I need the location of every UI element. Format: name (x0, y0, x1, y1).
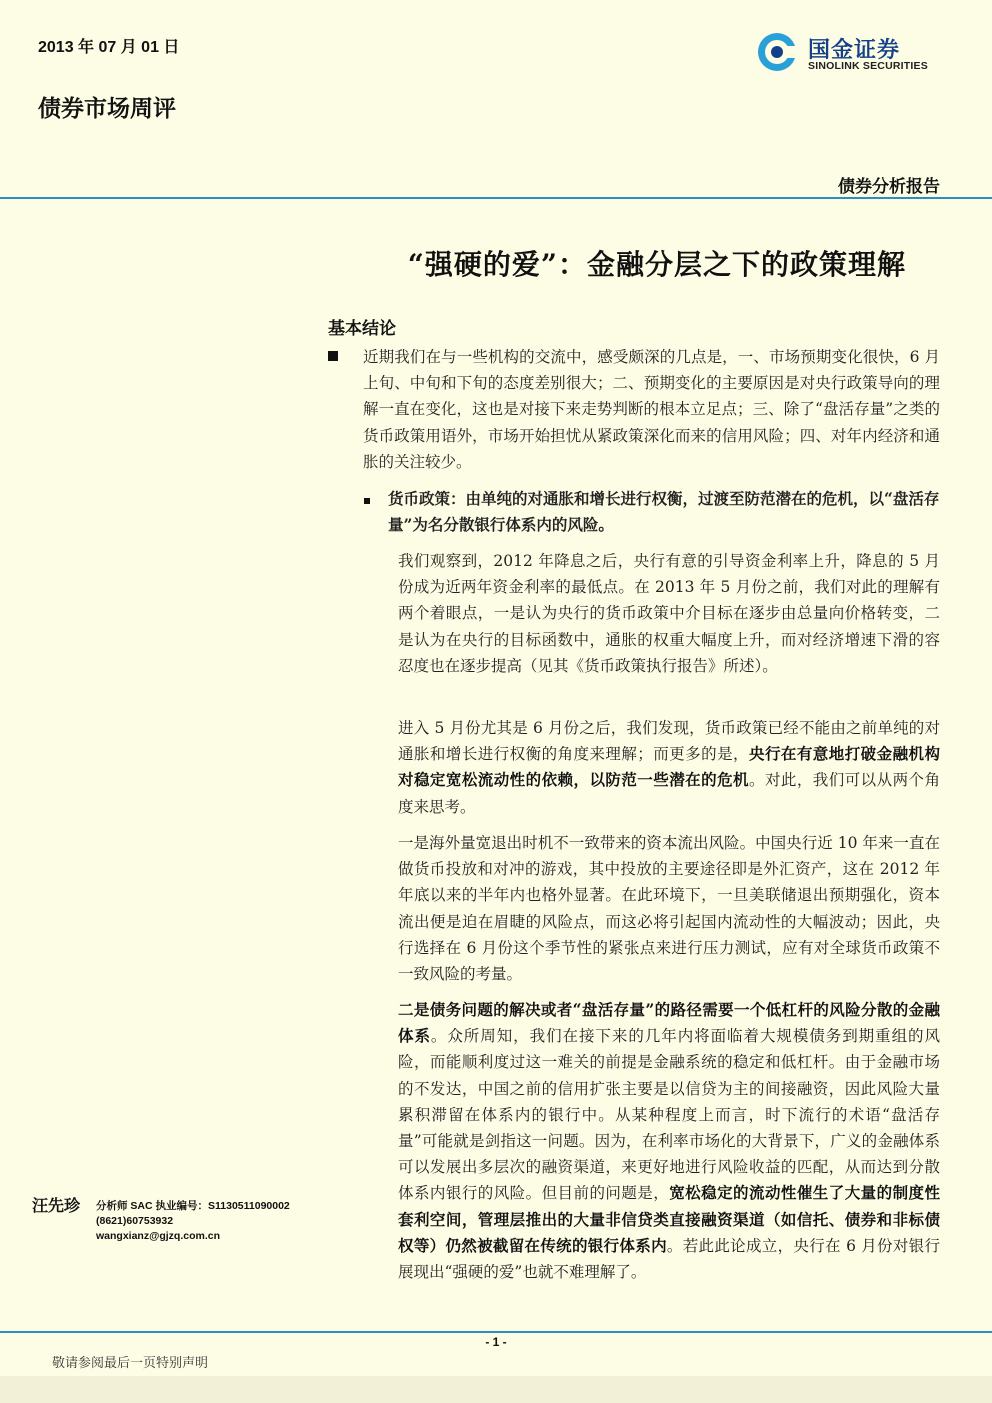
paragraph-4-text-a: 。众所周知，我们在接下来的几年内将面临着大规模债务到期重组的风险，而能顺利度过这一难关的前提是金融系统的稳定和低杠杆。由于金融市场的不发达，中国之前的信用扩张主要是以信贷为主的间接融资，因此风险大量累积滞留在体系内的银行中。从某种程度上而言，时下流行的术语“盘活存量”可能就是剑指这一问题。因为，在利率市场化的大背景下，广义的金融体系可以发展出多层次的融资渠道，来更好地进行风险收益的匹配，从而达到分散体系内银行的风险。但目前的问题是， (398, 1027, 940, 1203)
report-title: “强硬的爱”：金融分层之下的政策理解 (407, 248, 906, 281)
sub-heading-monetary-policy: 货币政策：由单纯的对通胀和增长进行权衡，过渡至防范潜在的危机，以“盘活存量”为名分散银行体系内的风险。 (388, 489, 940, 535)
paragraph-4-bold-mid: 宽松稳定的流动性催生了大量的制度性套利空间，管理层推出的大量非信贷类直接融资渠道（如信托、债券和非标债权等）仍然被截留在传统的银行体系内 (398, 1183, 940, 1255)
main-conclusion-paragraph: 近期我们在与一些机构的交流中，感受颇深的几点是，一、市场预期变化很快，6 月上旬、中旬和下旬的态度差别很大；二、预期变化的主要原因是对央行政策导向的理解一直在变化，这也是对接下来走势判断的根本立足点；三、除了“盘活存量”之类的货币政策用语外，市场开始担忧从紧政策深化而来的信用风险；四、对年内经济和通胀的关注较少。 (363, 348, 940, 471)
analyst-email[interactable]: wangxianz@gjzq.com.cn (96, 1230, 221, 1242)
footer-divider (0, 1331, 992, 1333)
paragraph-4-bold-lead: 二是债务问题的解决或者“盘活存量”的路径需要一个低杠杆的风险分散的金融体系 (398, 1000, 940, 1046)
page-number: - 1 - (485, 1335, 507, 1349)
section-heading: 基本结论 (328, 319, 396, 339)
paragraph-4 (398, 997, 940, 1285)
analyst-info (96, 1199, 290, 1244)
small-square-bullet-icon (364, 498, 372, 506)
report-date: 2013 年 07 月 01 日 (38, 39, 180, 56)
disclaimer-note: 敬请参阅最后一页特别声明 (52, 1356, 209, 1371)
logo-chinese-text: 国金证券 (808, 38, 901, 63)
paragraph-2-text-a: 进入 5 月份尤其是 6 月份之后，我们发现，货币政策已经不能由之前单纯的对通胀和增长进行权衡的角度来理解；而更多的是， (398, 719, 940, 764)
logo-english-text: SINOLINK SECURITIES (808, 60, 928, 72)
paragraph-2 (398, 715, 940, 820)
analyst-cert: 分析师 SAC 执业编号：S1130511090002 (96, 1200, 290, 1212)
report-type-title: 债券市场周评 (38, 95, 176, 122)
paragraph-3: 一是海外量宽退出时机不一致带来的资本流出风险。中国央行近 10 年来一直在做货币投放和对冲的游戏，其中投放的主要途径即是外汇资产，这在 2012 年年底以来的半年内也格外显著。在此环境下，一旦美联储退出预期强化，资本流出便是迫在眉睫的风险点，而这必将引起国内流动性的大幅波动；因此，央行选择在 6 月份这个季节性的紧张点来进行压力测试，应有对全球货币政策不一致风险的考量。 (398, 834, 940, 984)
bottom-margin-band (0, 1376, 992, 1403)
header-divider (0, 197, 992, 199)
paragraph-1: 我们观察到，2012 年降息之后，央行有意的引导资金利率上升，降息的 5 月份成为近两年资金利率的最低点。在 2013 年 5 月份之前，我们对此的理解有两个着眼点，一是认为央行的货币政策中介目标在逐步由总量向价格转变，二是认为在央行的目标函数中，通胀的权重大幅度上升，而对经济增速下滑的容忍度也在逐步提高（见其《货币政策执行报告》所述）。 (398, 552, 940, 675)
analyst-name: 汪先珍 (32, 1196, 81, 1215)
paragraph-4-text-b: 。若此此论成立，央行在 6 月份对银行展现出“强硬的爱”也就不难理解了。 (398, 1236, 940, 1282)
paragraph-2-bold: 央行在有意地打破金融机构对稳定宽松流动性的依赖，以防范一些潜在的危机 (398, 744, 940, 790)
analyst-phone: (8621)60753932 (96, 1215, 174, 1227)
paragraph-2-text-b: 。对此，我们可以从两个角度来思考。 (398, 771, 940, 816)
report-category: 债券分析报告 (838, 177, 940, 197)
square-bullet-icon (328, 348, 340, 360)
